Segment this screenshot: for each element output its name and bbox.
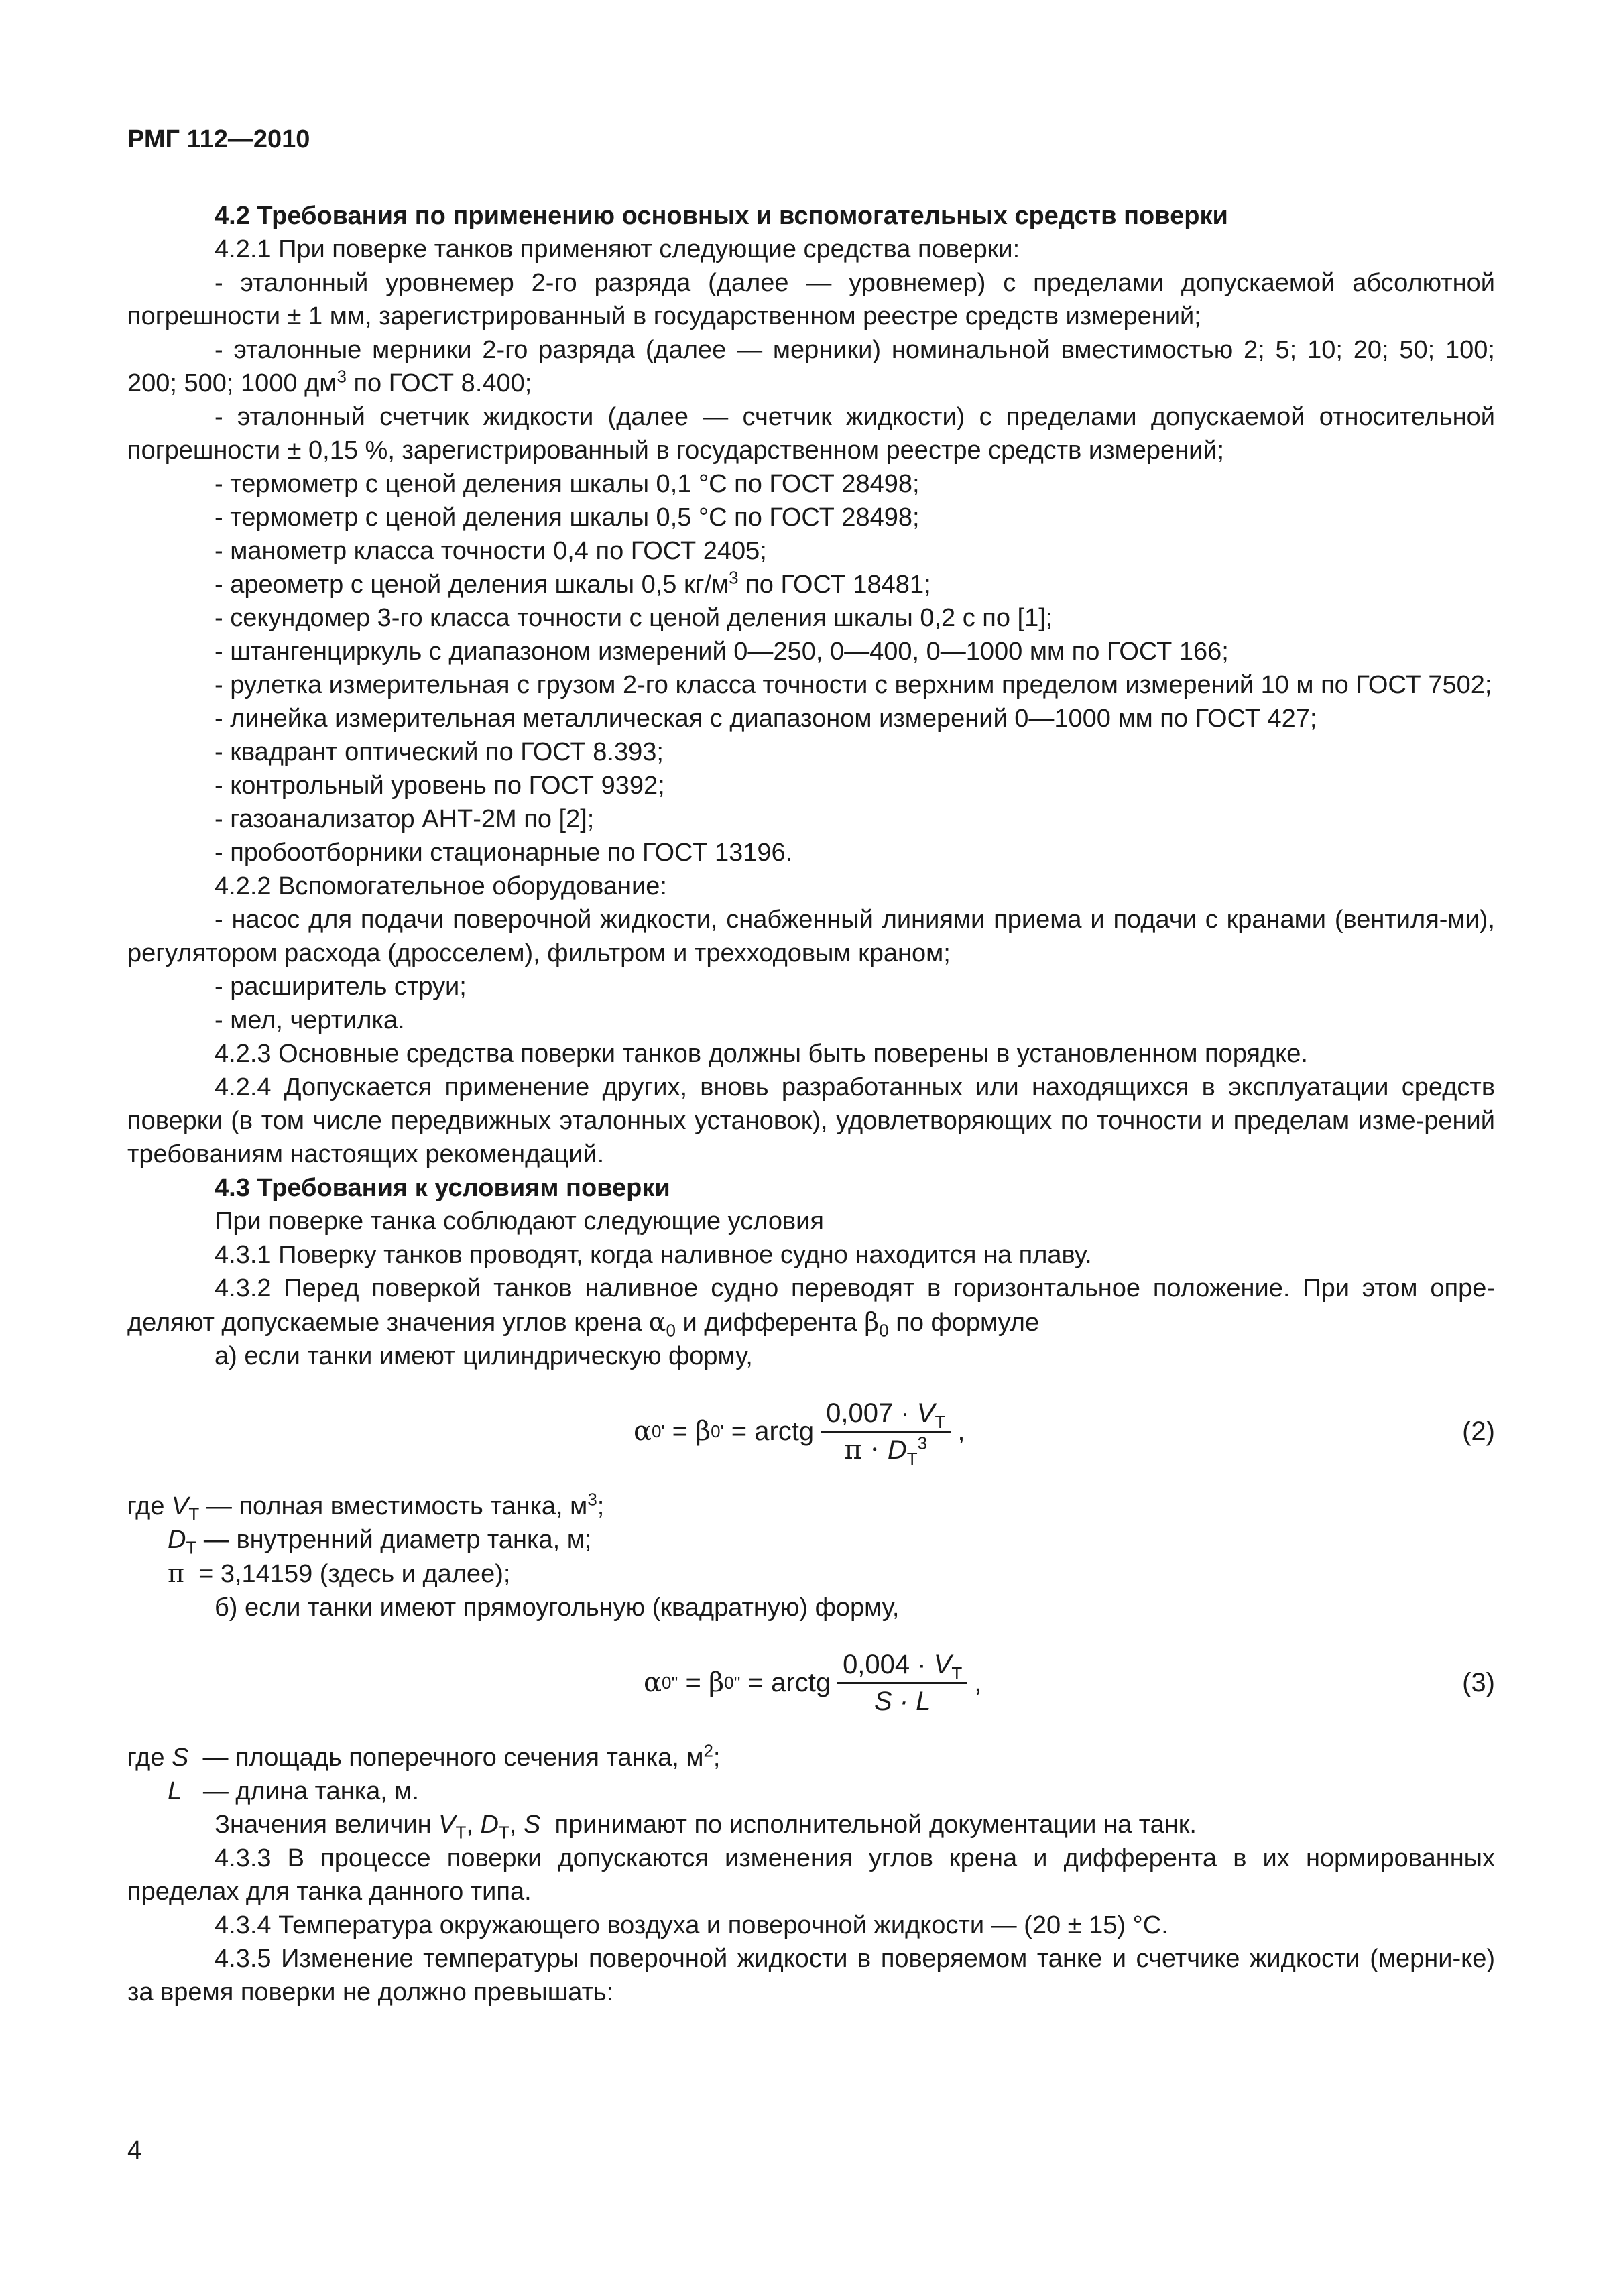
paragraph-4-3-2: 4.3.2 Перед поверкой танков наливное судно переводят в горизонтальное положение. При этом опре-деляют допускаемые значения углов крена $\alpha_0$ и дифферента $\beta_0$ по формуле [127, 1274, 1495, 1341]
paragraph-4-2-1: 4.2.1 При поверке танков применяют следующие средства поверки: [215, 235, 1020, 263]
where-vt: где $V_T$ — полная вместимость танка, $м^3$; [127, 1489, 605, 1524]
formula-3-number: (3) [1462, 1668, 1495, 1697]
case-b-text: б) если танки имеют прямоугольную (квадратную) форму, [215, 1593, 900, 1622]
list-item: - эталонные мерники 2-го разряда (далее — мерники) номинальной вместимостью 2; 5; 10; 20; 50; 100; 200; 500; 1000 $дм^3$ по ГОСТ 8.400; [127, 336, 1495, 398]
section-heading-4-2: 4.2 Требования по применению основных и вспомогательных средств поверки [215, 202, 1228, 230]
list-item: - термометр с ценой деления шкалы 0,5 °С по ГОСТ 28498; [215, 503, 920, 532]
formula-3-fraction: $\frac{0,004 \cdot V_T}{S \cdot L}$ [837, 1648, 967, 1717]
paragraph-4-3-4: 4.3.4 Температура окружающего воздуха и поверочной жидкости — (20 ± 15) °С. [215, 1911, 1168, 1939]
page-number: 4 [127, 2136, 142, 2165]
paragraph-4-2-4: 4.2.4 Допускается применение других, вновь разработанных или находящихся в эксплуатации средств поверки (в том числе передвижных эталонных установок), удовлетворяющих по точности и пределам изме-рений требованиям настоящих рекомендаций. [127, 1073, 1495, 1168]
list-item: - газоанализатор АНТ-2М по [2]; [215, 805, 595, 833]
formula-3 [127, 1639, 1495, 1726]
list-item: - штангенциркуль с диапазоном измерений 0—250, 0—400, 0—1000 мм по ГОСТ 166; [215, 638, 1229, 666]
section-heading-4-3: 4.3 Требования к условиям поверки [215, 1174, 670, 1202]
list-item: - контрольный уровень по ГОСТ 9392; [215, 772, 665, 800]
where-dt: $D_T$ — внутренний диаметр танка, м; [168, 1526, 592, 1558]
list-item: - секундомер 3-го класса точности с ценой деления шкалы 0,2 с по [1]; [215, 604, 1053, 632]
paragraph-4-3-3: 4.3.3 В процессе поверки допускаются изменения углов крена и дифферента в их нормированных пределах для танка данного типа. [127, 1844, 1495, 1906]
paragraph-4-2-3: 4.2.3 Основные средства поверки танков должны быть поверены в установленном порядке. [215, 1040, 1308, 1068]
case-a-text: а) если танки имеют цилиндрическую форму, [215, 1342, 753, 1370]
where-s: где S — площадь поперечного сечения танка, $м^2$; [127, 1740, 721, 1772]
list-item: - квадрант оптический по ГОСТ 8.393; [215, 738, 664, 766]
paragraph-4-2-2: 4.2.2 Вспомогательное оборудование: [215, 872, 667, 900]
list-item: - насос для подачи поверочной жидкости, снабженный линиями приема и подачи с кранами (вентиля-ми), регулятором расхода (дросселем), фильтром и трехходовым краном; [127, 906, 1495, 967]
list-item: - пробоотборники стационарные по ГОСТ 13196. [215, 839, 793, 867]
list-item: - ареометр с ценой деления шкалы 0,5 $кг/м^3$ по ГОСТ 18481; [215, 567, 931, 599]
list-item: - расширитель струи; [215, 973, 467, 1001]
formula-3-expression: α 0 '' = β 0 '' = arctg $\frac{0,004 \cdot V_T}{S \cdot L}$ , [644, 1649, 982, 1716]
values-paragraph: Значения величин $V_T$, $D_T$, S принимают по исполнительной документации на танк. [215, 1811, 1197, 1843]
document-body [127, 199, 1495, 2009]
where-l: L — длина танка, м. [168, 1777, 420, 1805]
paragraph-4-3-1: 4.3.1 Поверку танков проводят, когда наливное судно находится на плаву. [215, 1241, 1092, 1269]
list-item: - эталонный счетчик жидкости (далее — счетчик жидкости) с пределами допускаемой относительной погрешности ± 0,15 %, зарегистрированный в государственном реестре средств измерений; [127, 403, 1495, 465]
list-item: - мел, чертилка. [215, 1006, 405, 1034]
list-item: - линейка измерительная металлическая с диапазоном измерений 0—1000 мм по ГОСТ 427; [215, 705, 1317, 733]
paragraph-4-3-intro: При поверке танка соблюдают следующие условия [215, 1207, 824, 1235]
formula-2 [127, 1388, 1495, 1475]
paragraph-4-3-5: 4.3.5 Изменение температуры поверочной жидкости в поверяемом танке и счетчике жидкости (мерни-ке) за время поверки не должно превышать: [127, 1945, 1495, 2006]
list-item: - рулетка измерительная с грузом 2-го класса точности с верхним пределом измерений 10 м по ГОСТ 7502; [215, 671, 1492, 699]
formula-2-number: (2) [1462, 1416, 1495, 1446]
formula-2-expression: α 0 ' = β 0 ' = arctg $\frac{0,007 \cdot V_T}{\pi \cdot D_T^3}$ , [634, 1398, 965, 1469]
list-item: - термометр с ценой деления шкалы 0,1 °С по ГОСТ 28498; [215, 470, 920, 498]
formula-2-fraction: $\frac{0,007 \cdot V_T}{\pi \cdot D_T^3}$ [821, 1397, 951, 1466]
document-code: РМГ 112—2010 [127, 125, 310, 154]
where-pi: π = 3,14159 (здесь и далее); [168, 1559, 511, 1588]
list-item: - манометр класса точности 0,4 по ГОСТ 2405; [215, 537, 767, 565]
list-item: - эталонный уровнемер 2-го разряда (далее — уровнемер) с пределами допускаемой абсолютной погрешности ± 1 мм, зарегистрированный в государственном реестре средств измерений; [127, 269, 1495, 330]
